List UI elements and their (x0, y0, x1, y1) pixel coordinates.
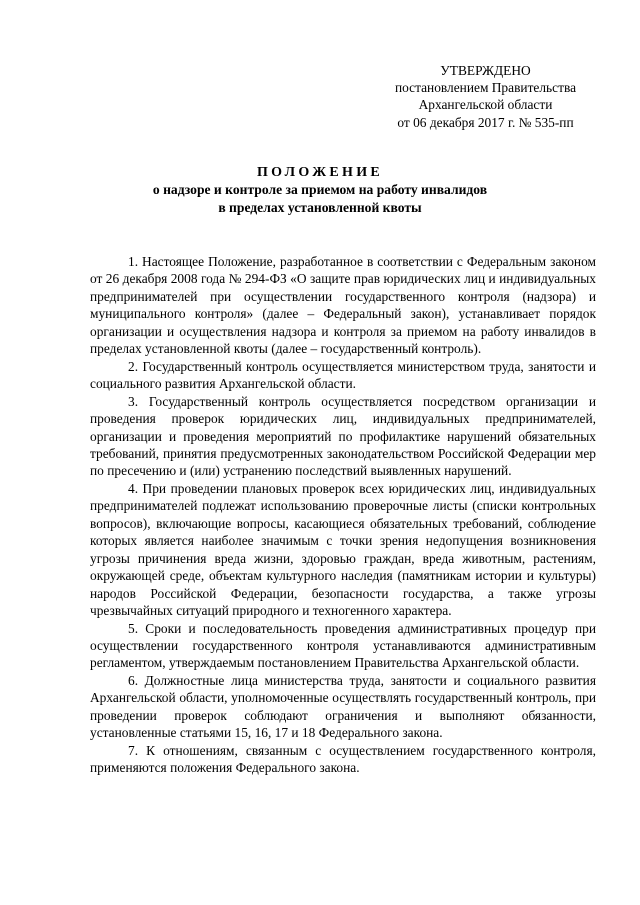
document-body (90, 253, 596, 777)
paragraph-2: 2. Государственный контроль осуществляется министерством труда, занятости и социального развития Архангельской области. (90, 358, 596, 392)
paragraph-5: 5. Сроки и последовательность проведения административных процедур при осуществлении государственного контроля устанавливаются административным регламентом, утверждаемым постановлением Правительства Архангельской области. (90, 620, 596, 671)
document-title (0, 164, 640, 216)
title-heading: ПОЛОЖЕНИЕ (256, 165, 384, 180)
approval-stamp: УТВЕРЖДЕНО (440, 63, 531, 78)
paragraph-4: 4. При проведении плановых проверок всех юридических лиц, индивидуальных предпринимателей подлежат использованию проверочные листы (списки контрольных вопросов), включающие вопросы, касающиеся обязательных требований, соблюдение которых является наиболее значимым с точки зрения недопущения возникновения угрозы причинения вреда жизни, здоровью граждан, вреда животным, растениям, окружающей среде, объектам культурного наследия (памятникам истории и культуры) народов Российской Федерации, безопасности государства, а также угрозы чрезвычайных ситуаций природного и техногенного характера. (90, 480, 596, 619)
approval-block (378, 62, 593, 131)
approval-region: Архангельской области (418, 97, 553, 113)
title-subject: о надзоре и контроле за приемом на работу инвалидов (152, 182, 488, 198)
paragraph-3: 3. Государственный контроль осуществляется посредством организации и проведения проверок юридических лиц, индивидуальных предпринимателей, организации и проведения мероприятий по профилактике нарушений обязательных требований, принятия предусмотренных законодательством Российской Федерации мер по пресечению и (или) устранению последствий выявленных нарушений. (90, 393, 596, 479)
paragraph-6: 6. Должностные лица министерства труда, занятости и социального развития Архангельской области, уполномоченные осуществлять государственный контроль, при проведении проверок соблюдают ограничения и выполняют обязанности, установленные статьями 15, 16, 17 и 18 Федерального закона. (90, 672, 596, 741)
paragraph-1: 1. Настоящее Положение, разработанное в соответствии с Федеральным законом от 26 декабря 2008 года № 294-ФЗ «О защите прав юридических лиц и индивидуальных предпринимателей при осуществлении государственного контроля (надзора) и муниципального контроля» (далее – Федеральный закон), устанавливает порядок организации и осуществления надзора и контроля за приемом на работу инвалидов в пределах установленной квоты (далее – государственный контроль). (90, 254, 596, 357)
approval-issuer: постановлением Правительства (394, 80, 577, 96)
paragraph-7: 7. К отношениям, связанным с осуществлением государственного контроля, применяются положения Федерального закона. (90, 742, 596, 776)
approval-date-number: от 06 декабря 2017 г. № 535-пп (397, 114, 574, 130)
title-scope: в пределах установленной квоты (218, 199, 422, 215)
